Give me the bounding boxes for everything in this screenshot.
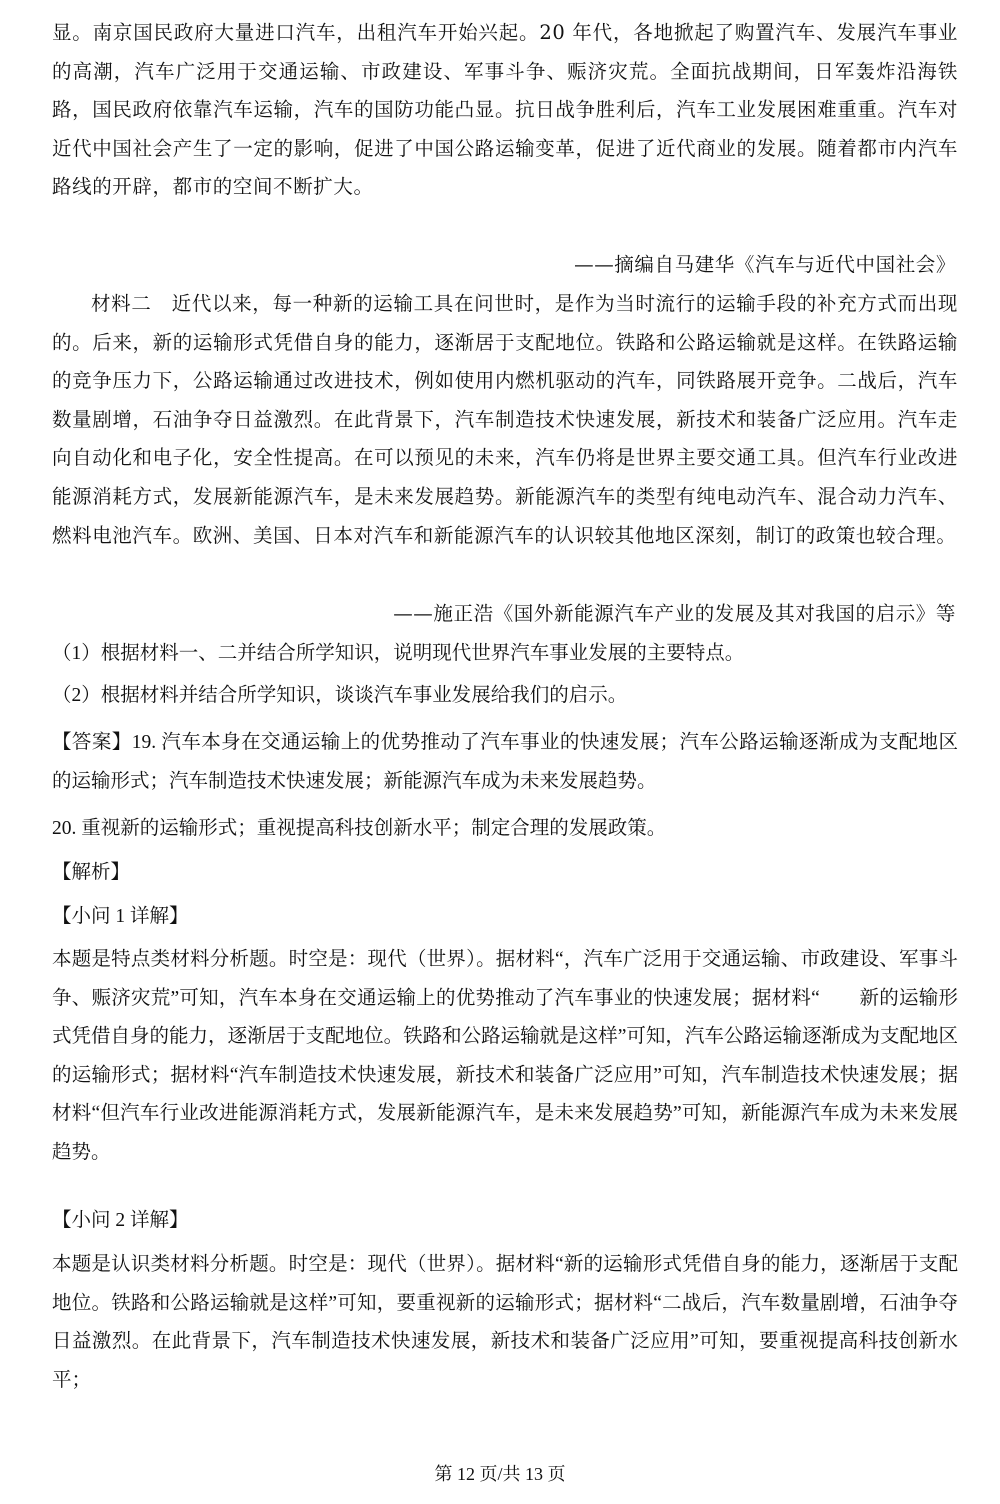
material1-tail-paragraph: 显。南京国民政府大量进口汽车，出租汽车开始兴起。20 年代，各地掀起了购置汽车、发展汽车事业的高潮，汽车广泛用于交通运输、市政建设、军事斗争、赈济灾荒。全面抗战期间，日军轰炸沿海铁路，国民政府依靠汽车运输，汽车的国防功能凸显。抗日战争胜利后，汽车工业发展困难重重。汽车对近代中国社会产生了一定的影响，促进了中国公路运输变革，促进了近代商业的发展。随着都市内汽车路线的开辟，都市的空间不断扩大。: [52, 21, 958, 199]
sub-question-2-text: 本题是认识类材料分析题。时空是：现代（世界）。据材料“新的运输形式凭借自身的能力，逐渐居于支配地位。铁路和公路运输就是这样”可知，要重视新的运输形式；据材料“二战后，汽车数量剧增，石油争夺日益激烈。在此背景下，汽车制造技术快速发展，新技术和装备广泛应用”可知，要重视提高科技创新水平；: [52, 1254, 958, 1391]
sub-question-1-text: 本题是特点类材料分析题。时空是：现代（世界）。据材料“，汽车广泛用于交通运输、市政建设、军事斗争、赈济灾荒”可知，汽车本身在交通运输上的优势推动了汽车事业的快速发展；据材料“ 新的运输形式凭借自身的能力，逐渐居于支配地位。铁路和公路运输就是这样”可知，汽车公路运输逐渐成为支配地区的运输形式；据材料“汽车制造技术快速发展，新技术和装备广泛应用”可知，汽车制造技术快速发展；据材料“但汽车行业改进能源消耗方式，发展新能源汽车，是未来发展趋势”可知，新能源汽车成为未来发展趋势。: [52, 949, 958, 1163]
answer-20: 20. 重视新的运输形式；重视提高科技创新水平；制定合理的发展政策。: [52, 818, 667, 839]
material2-paragraph: 材料二 近代以来，每一种新的运输工具在问世时，是作为当时流行的运输手段的补充方式而出现的。后来，新的运输形式凭借自身的能力，逐渐居于支配地位。铁路和公路运输就是这样。在铁路运输的竞争压力下，公路运输通过改进技术，例如使用内燃机驱动的汽车，同铁路展开竞争。二战后，汽车数量剧增，石油争夺日益激烈。在此背景下，汽车制造技术快速发展，新技术和装备广泛应用。汽车走向自动化和电子化，安全性提高。在可以预见的未来，汽车仍将是世界主要交通工具。但汽车行业改进能源消耗方式，发展新能源汽车，是未来发展趋势。新能源汽车的类型有纯电动汽车、混合动力汽车、燃料电池汽车。欧洲、美国、日本对汽车和新能源汽车的认识较其他地区深刻，制订的政策也较合理。: [52, 292, 958, 547]
page-footer: 第 12 页/共 13 页: [434, 1464, 566, 1484]
material1-source: ——摘编自马建华《汽车与近代中国社会》: [574, 253, 956, 276]
answer-19: 【答案】19. 汽车本身在交通运输上的优势推动了汽车事业的快速发展；汽车公路运输逐渐成为支配地区的运输形式；汽车制造技术快速发展；新能源汽车成为未来发展趋势。: [52, 732, 958, 792]
sub-question-1-label: 【小问 1 详解】: [52, 906, 189, 927]
question-2: （2）根据材料并结合所学知识，谈谈汽车事业发展给我们的启示。: [52, 685, 628, 706]
analysis-label: 【解析】: [52, 862, 131, 883]
sub-question-2-label: 【小问 2 详解】: [52, 1210, 189, 1231]
material2-source: ——施正浩《国外新能源汽车产业的发展及其对我国的启示》等: [393, 602, 956, 625]
question-1: （1）根据材料一、二并结合所学知识，说明现代世界汽车事业发展的主要特点。: [52, 643, 745, 664]
